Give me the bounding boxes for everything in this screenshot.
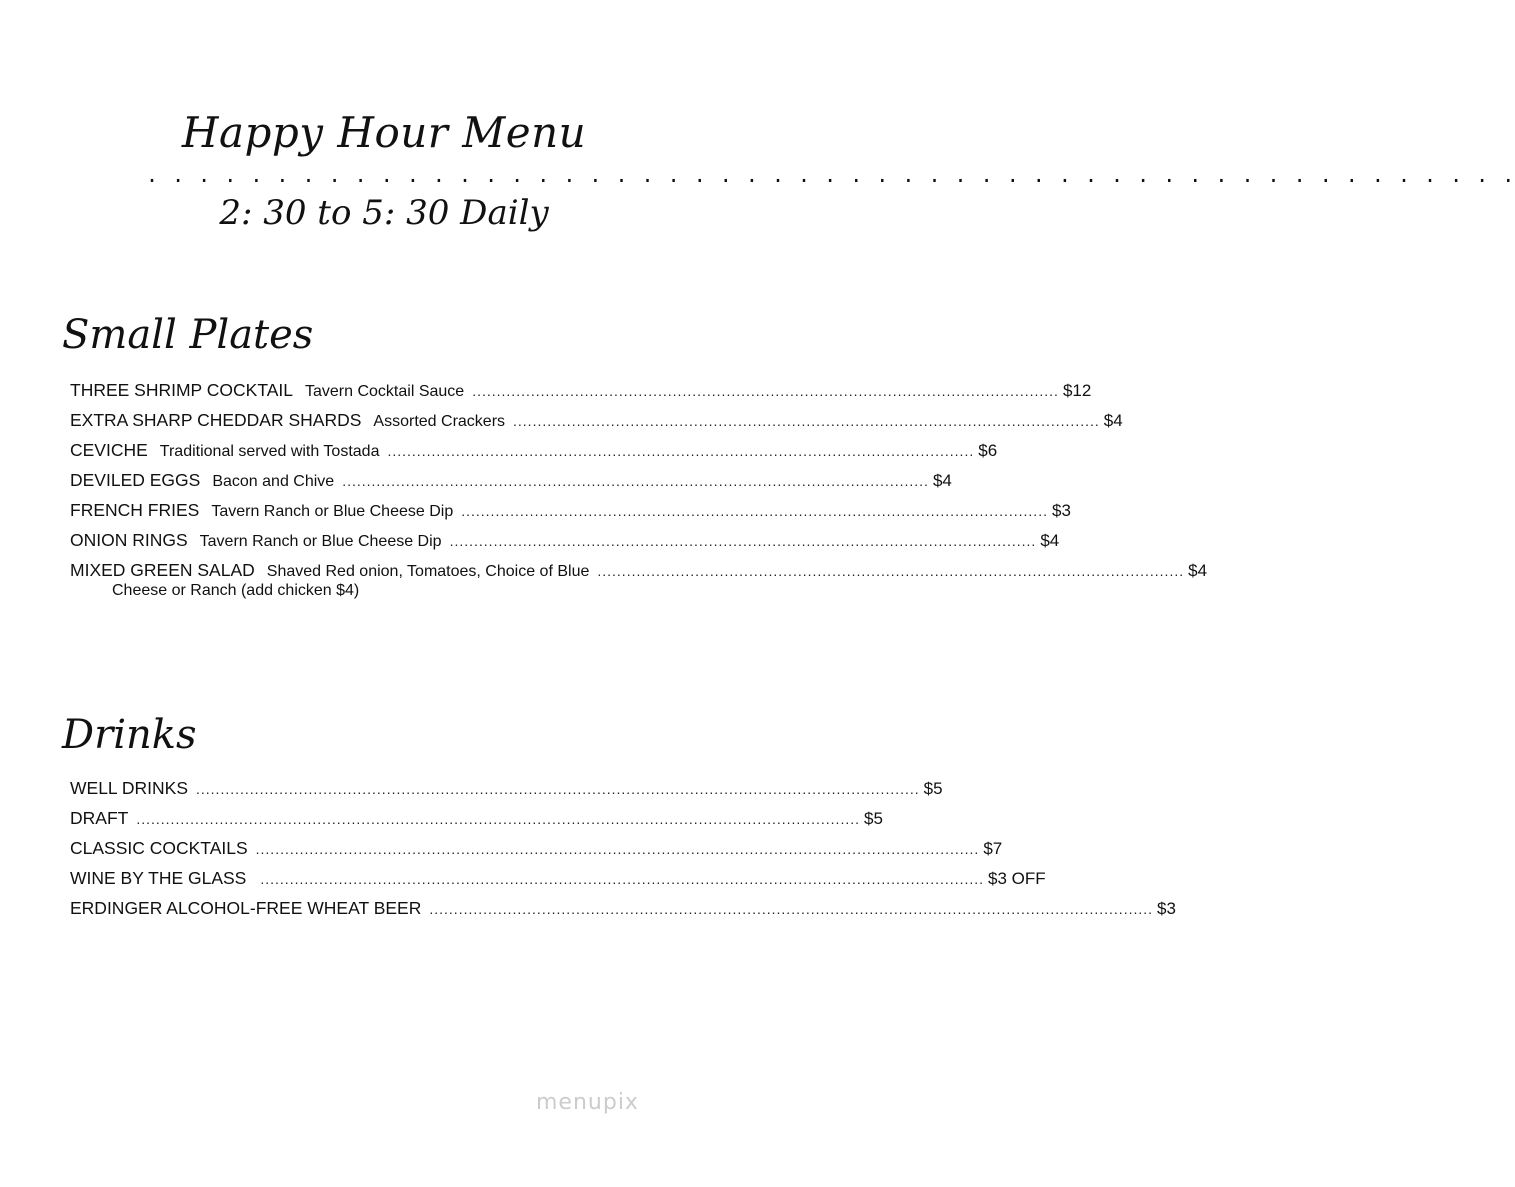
dot-leader: ........................................................................................................................ (387, 443, 975, 459)
list-item (70, 560, 1208, 590)
dot-leader: ........................................................................................................................ (461, 503, 1048, 519)
item-name: CLASSIC COCKTAILS (70, 838, 248, 858)
item-price: $5 (864, 809, 883, 828)
item-description: Bacon and Chive (212, 473, 335, 490)
item-description: Shaved Red onion, Tomatoes, Choice of Blue (266, 563, 590, 580)
item-name: WINE BY THE GLASS (70, 868, 247, 888)
dot-leader: ........................................................................................................................ (472, 383, 1059, 399)
drinks-list (70, 778, 1176, 928)
list-item (70, 500, 1071, 530)
list-item (70, 530, 1060, 560)
dot-leader: ........................................................................................................................ (513, 413, 1100, 429)
item-price: $4 (1188, 561, 1208, 580)
menu-title: Happy Hour Menu (181, 108, 587, 157)
item-description: Tavern Ranch or Blue Cheese Dip (211, 503, 454, 520)
item-name: ONION RINGS (70, 530, 188, 550)
happy-hour-times: 2: 30 to 5: 30 Daily (219, 193, 549, 233)
list-item (70, 440, 998, 470)
item-name: ERDINGER ALCOHOL-FREE WHEAT BEER (70, 898, 422, 918)
item-name: MIXED GREEN SALAD (70, 560, 255, 580)
title-divider: . . . . . . . . . . . . . . . . . . . . . . . . . . . . . . . . . . . . . . . . . . . . . . . . . . . . . (146, 163, 1515, 187)
list-item (70, 410, 1123, 440)
watermark-logo: menupix (536, 1090, 639, 1115)
item-name: EXTRA SHARP CHEDDAR SHARDS (70, 410, 362, 430)
item-price: $3 (1157, 899, 1176, 918)
dot-leader: .................................................................................................................................................... (255, 841, 980, 857)
item-description: Assorted Crackers (373, 413, 506, 430)
item-price: $5 (923, 779, 943, 798)
item-price: $6 (978, 441, 998, 460)
item-price: $12 (1062, 381, 1092, 400)
dot-leader: ........................................................................................................................ (597, 563, 1185, 579)
item-price: $3 (1051, 501, 1071, 520)
list-item (70, 470, 952, 500)
item-price: $7 (983, 839, 1003, 858)
item-name: DEVILED EGGS (70, 470, 201, 490)
dot-leader: .................................................................................................................................................... (429, 901, 1154, 917)
item-name: THREE SHRIMP COCKTAIL (70, 380, 293, 400)
item-price: $3 OFF (988, 869, 1046, 888)
item-price: $4 (932, 471, 952, 490)
list-item (70, 838, 1003, 868)
item-price: $4 (1103, 411, 1123, 430)
item-name: DRAFT (70, 808, 129, 828)
list-item (70, 868, 1046, 898)
small-plates-list (70, 380, 1208, 608)
item-description: Tavern Cocktail Sauce (305, 383, 465, 400)
drinks-heading: Drinks (62, 712, 197, 758)
item-description-continued: Cheese or Ranch (add chicken $4) (112, 582, 360, 599)
list-item (70, 778, 943, 808)
dot-leader: ........................................................................................................................ (449, 533, 1037, 549)
list-item (70, 808, 883, 838)
item-description: Tavern Ranch or Blue Cheese Dip (199, 533, 442, 550)
list-item (70, 898, 1176, 928)
dot-leader: .................................................................................................................................................... (260, 871, 985, 887)
list-item (70, 380, 1092, 410)
small-plates-heading: Small Plates (62, 312, 314, 358)
item-description: Traditional served with Tostada (159, 443, 380, 460)
dot-leader: .................................................................................................................................................... (136, 811, 860, 827)
item-name: WELL DRINKS (70, 778, 188, 798)
item-name: CEVICHE (70, 440, 148, 460)
dot-leader: ........................................................................................................................ (342, 473, 929, 489)
item-price: $4 (1040, 531, 1060, 550)
item-name: FRENCH FRIES (70, 500, 200, 520)
dot-leader: .................................................................................................................................................... (196, 781, 920, 797)
